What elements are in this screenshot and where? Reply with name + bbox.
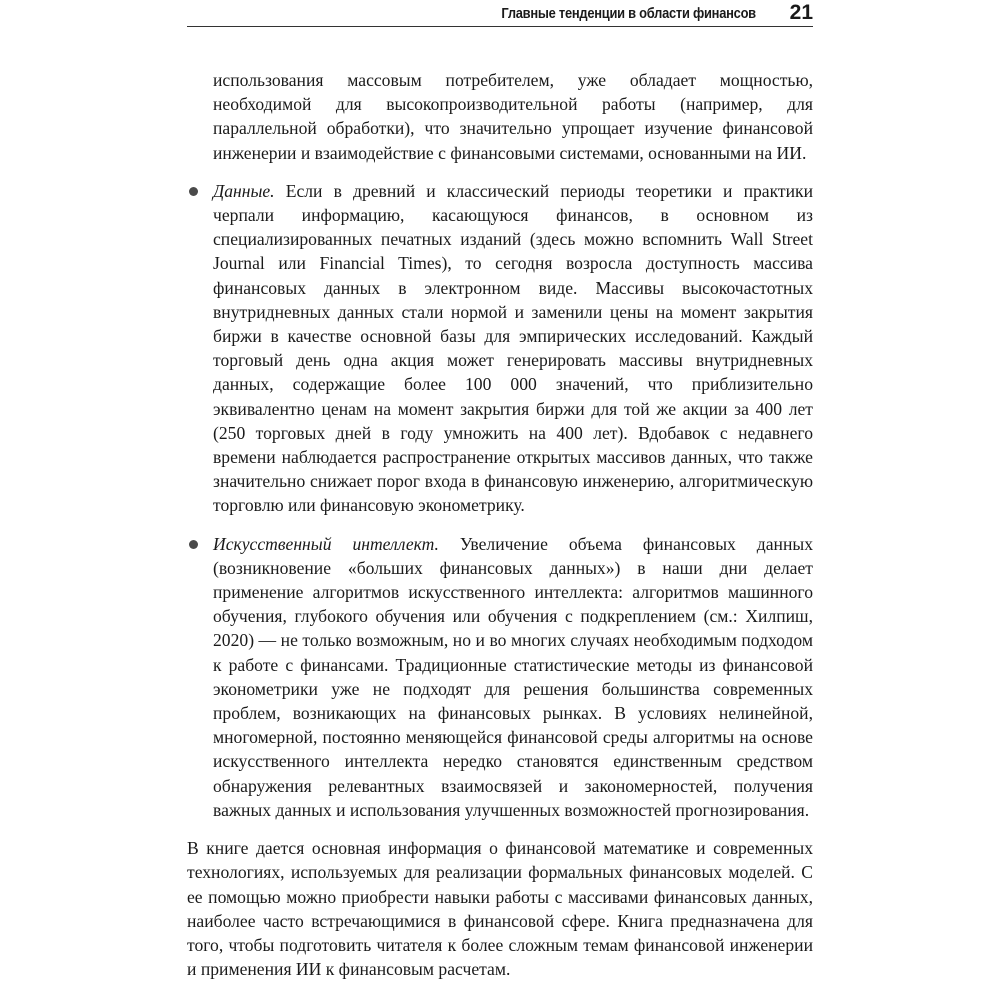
closing-paragraph: В книге дается основная информация о финансовой математике и современных технологиях, используемых для реализации формальных финансовых моделей. С ее помощью можно приобрести навыки работы с массивами финансовых данных, наиболее часто встречающимися в финансовой сфере. Книга предназначена для того, чтобы подготовить читателя к более сложным темам финансовой инженерии и применения ИИ к финансовым расчетам. — [187, 838, 813, 980]
bullet-list — [187, 179, 813, 822]
intro-continuation-paragraph: использования массовым потребителем, уже обладает мощностью, необходимой для высокопроизводительной работы (например, для параллельной обработки), что значительно упрощает изучение финансовой инженерии и взаимодействие с финансовыми системами, основанными на ИИ. — [213, 70, 813, 163]
bullet-term: Данные. — [213, 180, 275, 201]
bullet-dot-icon — [189, 540, 198, 549]
bullet-term: Искусственный интеллект. — [213, 533, 439, 554]
running-header — [187, 0, 813, 27]
running-title: Главные тенденции в области финансов — [501, 4, 756, 22]
body-text — [187, 68, 813, 981]
bullet-text: Если в древний и классический периоды теоретики и практики черпали информацию, касающуюся финансов, в основном из специализированных печатных изданий (здесь можно вспомнить Wall Street Journal или Financial Times), то сегодня возросла доступность массива финансовых данных в электронном виде. Массивы высокочастотных внутридневных данных стали нормой и заменили цены на момент закрытия биржи в качестве основной базы для эмпирических исследований. Каждый торговый день одна акция может генерировать массивы внутридневных данных, содержащие более 100 000 значений, что приблизительно эквивалентно ценам на момент закрытия биржи для той же акции за 400 лет (250 торговых дней в году умножить на 400 лет). Вдобавок с недавнего времени наблюдается распространение открытых массивов данных, что также значительно снижает порог входа в финансовую инженерию, алгоритмическую торговлю или финансовую эконометрику. — [213, 180, 813, 516]
page-number: 21 — [789, 1, 813, 24]
bullet-dot-icon — [189, 187, 198, 196]
bullet-item-data — [187, 179, 813, 518]
bullet-text: Увеличение объема финансовых данных (возникновение «больших финансовых данных») в наши дни делает применение алгоритмов искусственного интеллекта: алгоритмов машинного обучения, глубокого обучения или обучения с подкреплением (см.: Хилпиш, 2020) — не только возможным, но и во многих случаях необходимым подходом к работе с финансами. Традиционные статистические методы из финансовой эконометрики уже не подходят для решения большинства современных проблем, возникающих на финансовых рынках. В условиях нелинейной, многомерной, постоянно меняющейся финансовой среды алгоритмы на основе искусственного интеллекта нередко становятся единственным средством обнаружения релевантных взаимосвязей и закономерностей, получения важных данных и использования улучшенных возможностей прогнозирования. — [213, 533, 813, 820]
bullet-item-ai — [187, 532, 813, 822]
